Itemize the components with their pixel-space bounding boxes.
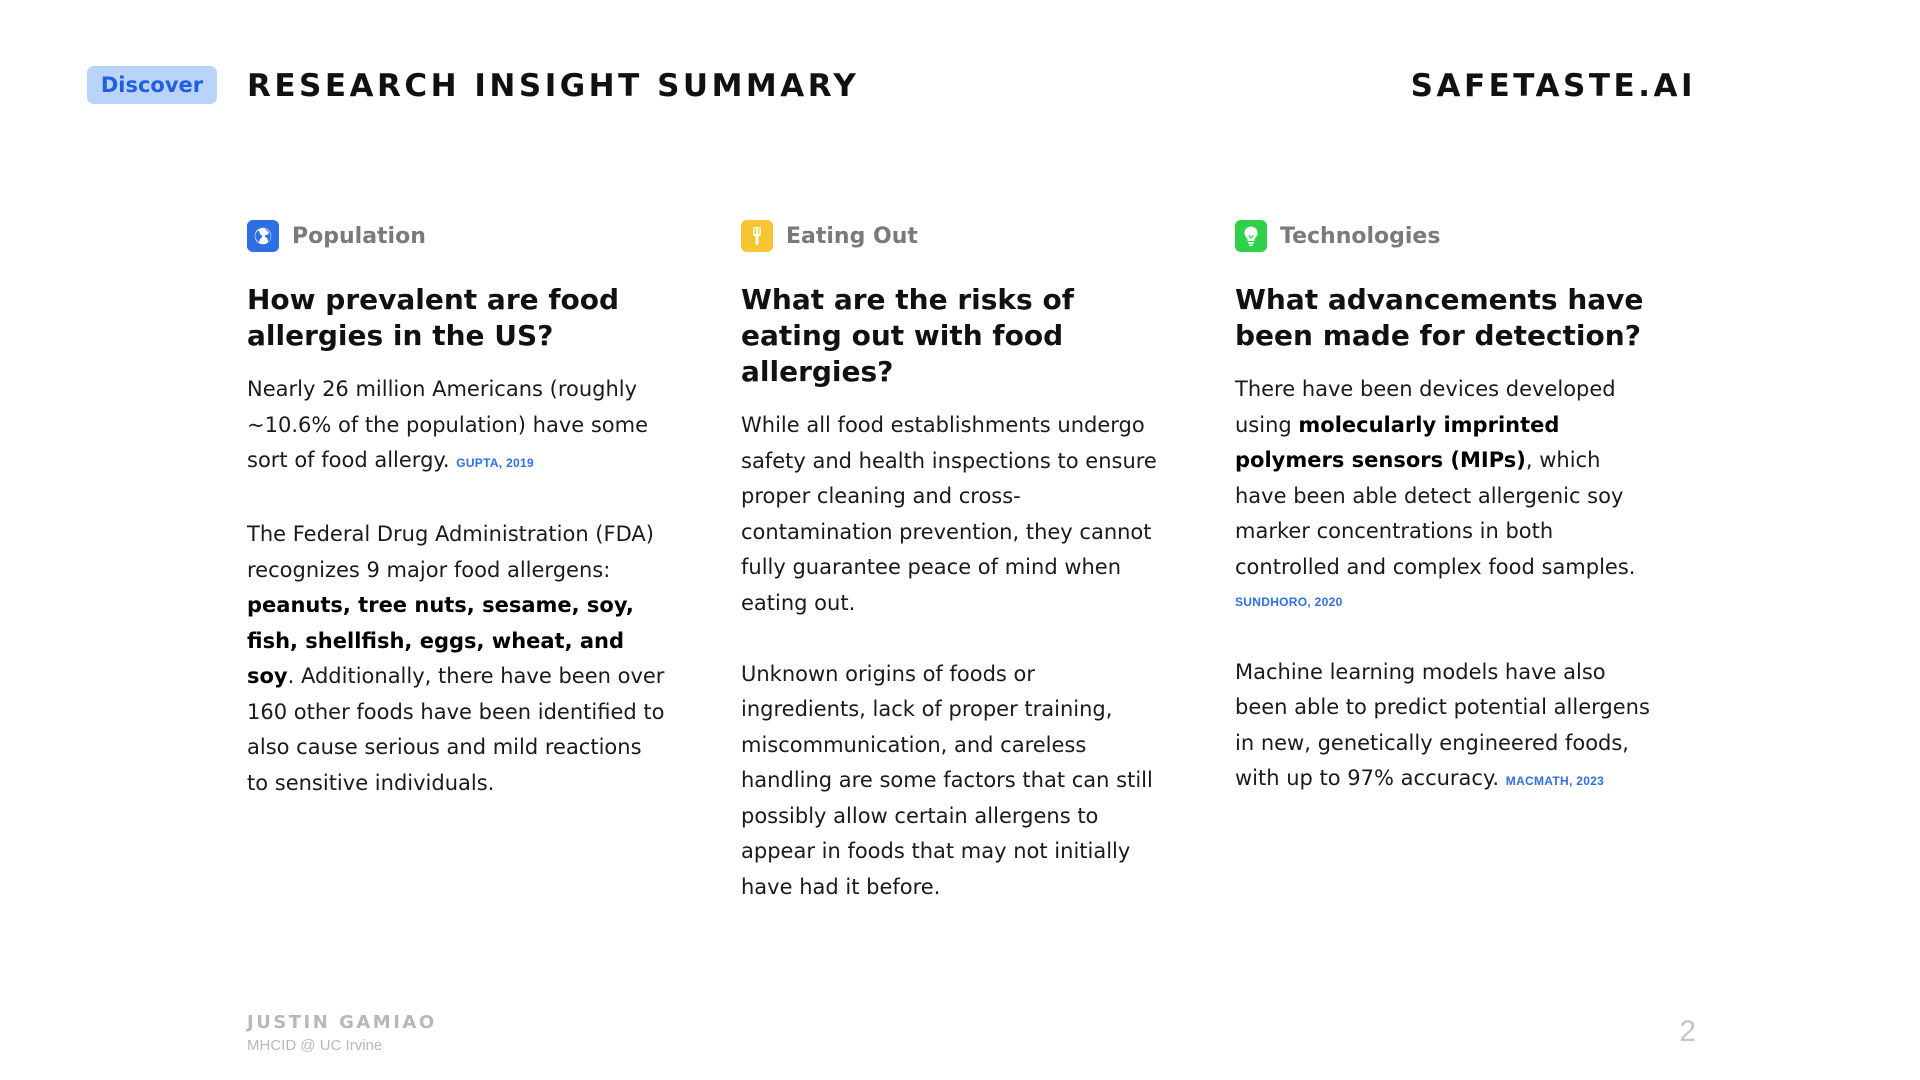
paragraph [247, 517, 667, 801]
allergen-list: peanuts, tree nuts, sesame, soy, fish, shellfish, eggs, wheat, and soy [247, 593, 634, 688]
citation: SUNDHORO, 2020 [1235, 595, 1343, 609]
page-number: 2 [1679, 1015, 1696, 1048]
citation: MACMATH, 2023 [1505, 774, 1605, 788]
paragraph-text: Machine learning models have also been able to predict potential allergens in new, genetically engineered foods, with up to 97% accuracy. [1235, 659, 1650, 790]
population-column [247, 218, 667, 801]
paragraph [1235, 655, 1655, 800]
question-heading: What advancements have been made for detection? [1235, 283, 1644, 352]
body-text [741, 408, 1161, 905]
question-heading: How prevalent are food allergies in the US? [247, 283, 620, 352]
paragraph [247, 372, 667, 482]
mips-term: molecularly imprinted polymers sensors (MIPs) [1235, 412, 1560, 472]
page-title: RESEARCH INSIGHT SUMMARY [247, 68, 860, 104]
category-population [247, 218, 667, 254]
globe-icon [247, 220, 279, 252]
body-text [1235, 372, 1655, 800]
paragraph [1235, 372, 1655, 619]
paragraph-text: . Additionally, there have been over 160 other foods have been identified to also cause serious and mild reactions to sensitive individuals. [247, 664, 665, 795]
body-text [247, 372, 667, 801]
author-name: JUSTIN GAMIAO [247, 1012, 437, 1033]
author-affiliation: MHCID @ UC Irvine [247, 1037, 383, 1054]
paragraph: Unknown origins of foods or ingredients, lack of proper training, miscommunication, and careless handling are some factors that can still possibly allow certain allergens to appear in foods that may not initially have had it before. [741, 661, 1153, 899]
utensils-icon [741, 220, 773, 252]
category-eating-out [741, 218, 1161, 254]
paragraph: While all food establishments undergo safety and health inspections to ensure proper cleaning and cross-contamination prevention, they cannot fully guarantee peace of mind when eating out. [741, 413, 1157, 615]
citation: GUPTA, 2019 [456, 456, 534, 470]
category-technologies [1235, 218, 1655, 254]
discover-badge: Discover [87, 66, 217, 104]
category-label: Eating Out [786, 223, 918, 249]
paragraph-text: Nearly 26 million Americans (roughly ~10.6% of the population) have some sort of food allergy. [247, 377, 649, 472]
question-heading: What are the risks of eating out with food allergies? [741, 283, 1074, 388]
category-label: Population [292, 223, 426, 249]
category-label: Technologies [1280, 223, 1441, 249]
paragraph-text: There have been devices developed using [1235, 377, 1616, 437]
lightbulb-icon [1235, 220, 1267, 252]
paragraph-text: The Federal Drug Administration (FDA) recognizes 9 major food allergens: [247, 522, 654, 582]
paragraph-text: , which have been able detect allergenic soy marker concentrations in both controlled and complex food samples. [1235, 448, 1636, 579]
eating-out-column [741, 218, 1161, 905]
technologies-column [1235, 218, 1655, 800]
brand-name: SAFETASTE.AI [1410, 68, 1696, 104]
